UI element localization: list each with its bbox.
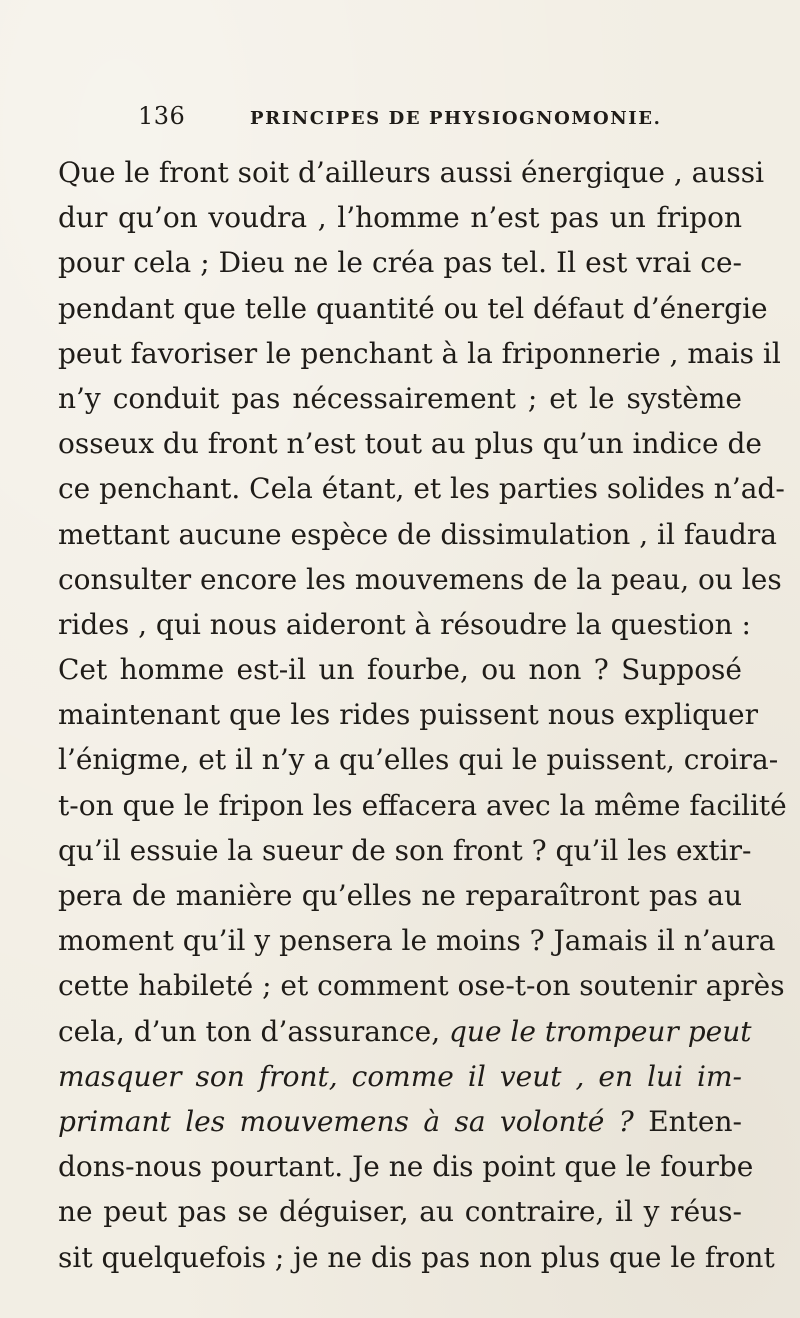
italic-segment: que le trompeur peut	[449, 1014, 752, 1048]
text-line: primant les mouvemens à sa volonté ? Enten-	[58, 1104, 742, 1138]
body-text	[58, 150, 787, 1280]
text-line: Que le front soit d’ailleurs aussi énergique , aussi	[58, 156, 765, 189]
text-line: n’y conduit pas nécessairement ; et le système	[58, 381, 742, 415]
text-line: cette habileté ; et comment ose-t-on soutenir après	[58, 969, 785, 1003]
text-line: ne peut pas se déguiser, au contraire, il y réus-	[58, 1195, 742, 1229]
text-line: peut favoriser le penchant à la friponnerie , mais il	[58, 336, 781, 370]
text-line: moment qu’il y pensera le moins ? Jamais il n’aura	[58, 924, 776, 958]
text-line: pera de manière qu’elles ne reparaîtront pas au	[58, 879, 742, 912]
text-line: Cet homme est-il un fourbe, ou non ? Supposé	[58, 653, 742, 687]
text-line: mettant aucune espèce de dissimulation , il faudra	[58, 517, 777, 551]
text-line: sit quelquefois ; je ne dis pas non plus que le front	[58, 1240, 775, 1274]
italic-segment: primant les mouvemens à sa volonté ?	[58, 1104, 634, 1138]
text-line: dons-nous pourtant. Je ne dis point que le fourbe	[58, 1150, 754, 1184]
text-line: pour cela ; Dieu ne le créa pas tel. Il est vrai ce-	[58, 246, 742, 280]
text-line: l’énigme, et il n’y a qu’elles qui le puissent, croira-	[58, 743, 779, 777]
text-line: t-on que le fripon les effacera avec la même facilité	[58, 788, 787, 822]
text-line: osseux du front n’est tout au plus qu’un indice de	[58, 427, 763, 461]
text-line: ce penchant. Cela étant, et les parties solides n’ad-	[58, 472, 785, 506]
text-line: pendant que telle quantité ou tel défaut d’énergie	[58, 291, 768, 325]
text-line: consulter encore les mouvemens de la peau, ou les	[58, 562, 782, 596]
text-line: qu’il essuie la sueur de son front ? qu’il les extir-	[58, 833, 752, 867]
running-title: PRINCIPES DE PHYSIOGNOMONIE.	[250, 108, 662, 129]
text-line: cela, d’un ton d’assurance, que le trompeur peut	[58, 1014, 752, 1048]
text-line	[58, 1054, 742, 1099]
text-line: dur qu’on voudra , l’homme n’est pas un fripon	[58, 201, 742, 235]
text-line: maintenant que les rides puissent nous expliquer	[58, 698, 758, 732]
page-number: 136	[138, 102, 186, 130]
text-line: rides , qui nous aideront à résoudre la question :	[58, 607, 751, 641]
page-header	[138, 102, 750, 136]
italic-segment: masquer son front, comme il veut , en lui im-	[58, 1059, 742, 1093]
